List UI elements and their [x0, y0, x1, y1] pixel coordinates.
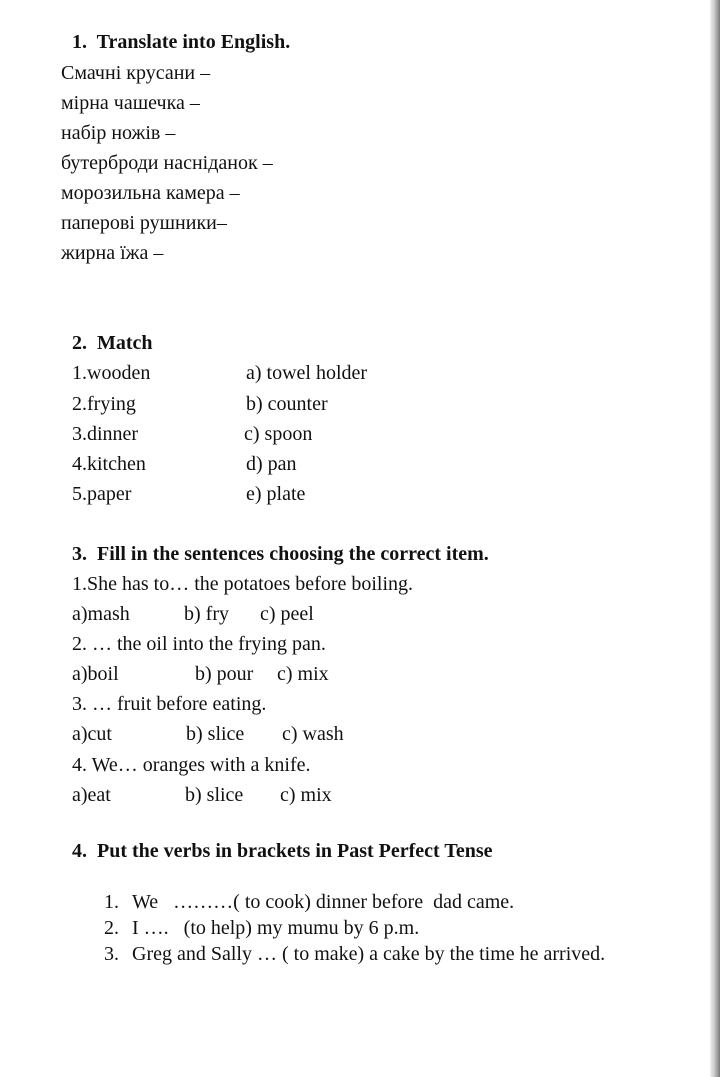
option-b: b) pour — [195, 663, 254, 685]
match-right-item: b) counter — [246, 393, 328, 415]
match-right-item: c) spoon — [244, 423, 313, 445]
option-c: c) mix — [280, 784, 332, 806]
option-c: c) peel — [260, 603, 314, 625]
question-text: 1.She has to… the potatoes before boiling. — [72, 573, 414, 595]
match-left-item: 4.kitchen — [72, 453, 146, 475]
question-text: 2. … the oil into the frying pan. — [72, 633, 326, 655]
option-c: c) mix — [277, 663, 329, 685]
match-right-item: d) pan — [246, 453, 297, 475]
translate-item: бутерброди насніданок – — [61, 152, 273, 174]
option-b: b) fry — [184, 603, 229, 625]
question-text: 4. We… oranges with a knife. — [72, 754, 311, 776]
match-right-item: a) towel holder — [246, 362, 368, 384]
translate-item: Смачні крусани – — [61, 62, 211, 84]
translate-item: набір ножів – — [61, 122, 176, 144]
option-a: a)mash — [72, 603, 130, 625]
option-a: a)boil — [72, 663, 119, 685]
option-a: a)eat — [72, 784, 111, 806]
question-text: 3. … fruit before eating. — [72, 693, 267, 715]
exercise-sentence: Greg and Sally … ( to make) a cake by the time he arrived. — [132, 943, 606, 965]
translate-item: мірна чашечка – — [61, 92, 200, 114]
match-left-item: 5.paper — [72, 483, 132, 505]
option-b: b) slice — [186, 723, 245, 745]
option-b: b) slice — [185, 784, 244, 806]
match-left-item: 2.frying — [72, 393, 136, 415]
option-c: c) wash — [282, 723, 344, 745]
section3-title: 3. Fill in the sentences choosing the correct item. — [72, 543, 489, 565]
match-right-item: e) plate — [246, 483, 306, 505]
option-a: a)cut — [72, 723, 112, 745]
exercise-sentence: We ………( to cook) dinner before dad came. — [132, 891, 515, 913]
section2-title: 2. Match — [72, 332, 153, 354]
translate-item: морозильна камера – — [61, 182, 240, 204]
translate-item: паперові рушники– — [61, 212, 227, 234]
list-number: 2. — [104, 917, 119, 939]
translate-item: жирна їжа – — [61, 242, 164, 264]
page-edge-shadow — [710, 0, 720, 1077]
section1-title: 1. Translate into English. — [72, 31, 291, 53]
match-left-item: 3.dinner — [72, 423, 139, 445]
exercise-sentence: I …. (to help) my mumu by 6 p.m. — [132, 917, 420, 939]
match-left-item: 1.wooden — [72, 362, 151, 384]
section4-title: 4. Put the verbs in brackets in Past Perfect Tense — [72, 840, 493, 862]
list-number: 1. — [104, 891, 119, 913]
list-number: 3. — [104, 943, 119, 965]
